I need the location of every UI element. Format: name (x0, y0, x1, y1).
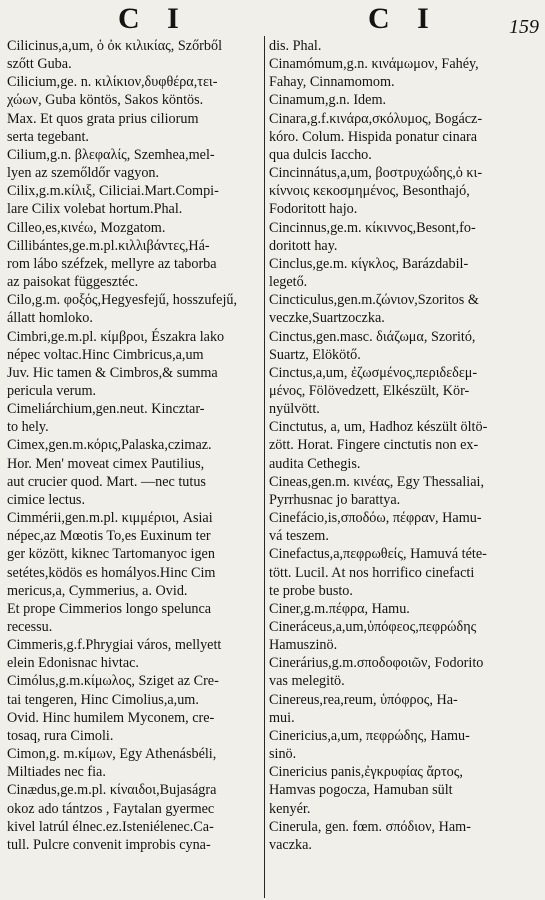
entry-line: Cinclus,ge.m. κίγκλος, Barázdabil- (269, 255, 469, 272)
dictionary-entry (269, 328, 537, 364)
entry-line: Hor. Men' moveat cimex Pautilius, (7, 455, 205, 472)
entry-line: Cincinnátus,a,um, βοστρυχώδης,ὁ κι- (269, 165, 483, 182)
entry-line: vas melegitö. (269, 673, 345, 690)
entry-line: Cilicinus,a,um, ὁ ὀκ κιλικίας, Szőrből (7, 38, 223, 54)
entry-line: Cillibántes,ge.m.pl.κιλλιβάντες,Há- (7, 237, 210, 254)
entry-line: tai tengeren, Hinc Cimolius,a,um. (7, 691, 199, 708)
entry-line: serta tegebant. (7, 128, 89, 145)
entry-line: tosaq, rura Cimoli. (7, 727, 114, 744)
entry-line: Cinamómum,g.n. κινάμωμον, Fahéy, (269, 56, 479, 73)
entry-line: tull. Pulcre convenit improbis cyna- (7, 836, 211, 853)
entry-line: qua dulcis Iaccho. (269, 146, 372, 163)
entry-line: Cinctutus, a, um, Hadhoz készült öltö- (269, 419, 488, 436)
entry-line: népec,az Mœotis To,es Euxinum ter (7, 528, 211, 545)
entry-line: állatt homloko. (7, 310, 93, 327)
entry-line: Juv. Hic tamen & Cimbros,& summa (7, 364, 218, 381)
entry-line: Cimbri,ge.m.pl. κίμβροι, Északra lako (7, 328, 225, 345)
entry-line: elein Edonisnac hivtac. (7, 655, 139, 672)
dictionary-entry (7, 237, 261, 291)
entry-line: Et prope Cimmerios longo spelunca (7, 600, 212, 617)
entry-line: aut crucier quod. Mart. —nec tutus (7, 473, 206, 490)
entry-line: Cincinnus,ge.m. κίκιννος,Besont,fo- (269, 219, 476, 236)
entry-line: Miltiades nec fia. (7, 764, 106, 781)
entry-line: Cinædus,ge.m.pl. κίναιδοι,Bujaságra (7, 782, 217, 799)
entry-line: Cimex,gen.m.κόρις,Palaska,czimaz. (7, 437, 212, 454)
entry-line: tött. Lucil. At nos horrifico cinefacti (269, 564, 475, 581)
entry-line: setétes,ködös es homályos.Hinc Cim (7, 564, 216, 581)
dictionary-entry (7, 509, 261, 636)
entry-line: Hamvas pogocza, Hamuban sült (269, 782, 453, 799)
entry-line: doritott hay. (269, 237, 338, 254)
dictionary-entry (269, 164, 537, 218)
dictionary-entry (7, 672, 261, 745)
dictionary-entry (269, 219, 537, 255)
dictionary-entry (269, 763, 537, 817)
entry-line: cimice lectus. (7, 491, 85, 508)
dictionary-entry (269, 818, 537, 854)
dictionary-entry (7, 219, 261, 237)
entry-line: népec voltac.Hinc Cimbricus,a,um (7, 346, 204, 363)
entry-line: Ciner,g.m.πέφρα, Hamu. (269, 600, 410, 617)
dictionary-entry (269, 37, 537, 55)
entry-line: Cinctus,gen.masc. διάζωμα, Szoritó, (269, 328, 476, 345)
dictionary-entry (7, 146, 261, 182)
dictionary-entry (269, 727, 537, 763)
entry-line: audita Cethegis. (269, 455, 361, 472)
dictionary-entry (269, 473, 537, 509)
entry-line: Cineas,gen.m. κινέας, Egy Thessaliai, (269, 473, 485, 490)
entry-line: mericus,a, Cymmerius, a. Ovid. (7, 582, 188, 599)
entry-line: Cineráceus,a,um,ὑπόφεος,πεφρώδης (269, 619, 477, 635)
entry-line: sinö. (269, 746, 297, 763)
page-header (0, 2, 545, 36)
entry-line: nyülvött. (269, 401, 320, 418)
entry-line: Fodoritott hajo. (269, 201, 358, 218)
header-left-letters: C I (118, 2, 189, 35)
column-divider (264, 36, 265, 898)
entry-line: Hamuszinö. (269, 637, 338, 654)
entry-line: veczke,Suartzoczka. (269, 310, 385, 327)
dictionary-entry (7, 328, 261, 401)
entry-line: Cilium,g.n. βλεφαλίς, Szemhea,mel- (7, 146, 215, 163)
entry-line: vá teszem. (269, 528, 329, 545)
dictionary-entry (7, 436, 261, 509)
dictionary-entry (7, 636, 261, 672)
entry-line: rom lábo széfzek, mellyre az taborba (7, 255, 217, 272)
entry-line: Max. Et quos grata prius ciliorum (7, 110, 199, 127)
entry-line: μένος, Fölövedzett, Elkészült, Kör- (269, 382, 470, 399)
entry-line: Cilo,g.m. φοξός,Hegyesfejű, hosszufejű, (7, 292, 238, 309)
entry-line: to hely. (7, 419, 49, 436)
entry-line: Cinefácio,is,σποδόω, πέφραν, Hamu- (269, 510, 482, 527)
entry-line: kivel latrúl élnec.ez.Isteniélenec.Ca- (7, 818, 214, 835)
dictionary-entry (269, 91, 537, 109)
entry-line: kóro. Colum. Hispida ponatur cinara (269, 128, 478, 145)
entry-line: Cimmérii,gen.m.pl. κιμμέριοι, Asiai (7, 510, 213, 527)
dictionary-entry (269, 545, 537, 599)
entry-line: Cinara,g.f.κινάρα,σκόλυμος, Bogácz- (269, 110, 483, 127)
entry-line: Cinefactus,a,πεφρωθείς, Hamuvá téte- (269, 546, 487, 563)
page-number: 159 (509, 16, 539, 38)
entry-line: Cinerula, gen. fœm. σπόδιον, Ham- (269, 818, 471, 835)
entry-line: mui. (269, 709, 295, 726)
entry-line: Cinereus,rea,reum, ὑπόφρος, Ha- (269, 691, 458, 708)
entry-line: zött. Horat. Fingere cinctutis non ex- (269, 437, 479, 454)
dictionary-entry (7, 400, 261, 436)
left-column (7, 37, 261, 895)
dictionary-entry (269, 600, 537, 618)
entry-line: Cinamum,g.n. Idem. (269, 92, 387, 109)
entry-line: Cimmeris,g.f.Phrygiai város, mellyett (7, 637, 222, 654)
entry-line: κίννοις κεκοσμημένος, Besonthajó, (269, 183, 470, 200)
entry-line: Cilleo,es,κινέω, Mozgatom. (7, 219, 166, 236)
entry-line: Cimólus,g.m.κίμωλος, Sziget az Cre- (7, 673, 219, 690)
entry-line: Cimeliárchium,gen.neut. Kincztar- (7, 401, 205, 418)
entry-line: Cinericius panis,ἐγκρυφίας ἄρτος, (269, 764, 463, 781)
entry-line: legető. (269, 274, 308, 291)
entry-line: lyen az szemőldőr vagyon. (7, 165, 160, 182)
entry-line: Cinctus,a,um, ἐζωσμένος,περιδεδεμ- (269, 364, 478, 381)
entry-line: lare Cilix volebat hortum.Phal. (7, 201, 183, 218)
entry-line: kenyér. (269, 800, 311, 817)
entry-line: χώων, Guba köntös, Sakos köntös. (7, 92, 204, 109)
entry-line: Fahay, Cinnamomom. (269, 74, 395, 91)
entry-line: vaczka. (269, 836, 312, 853)
entry-line: Cilicium,ge. n. κιλίκιον,δυφθέρα,τει- (7, 74, 218, 91)
dictionary-entry (7, 291, 261, 327)
dictionary-entry (269, 691, 537, 727)
dictionary-entry (269, 255, 537, 291)
entry-line: te probe busto. (269, 582, 353, 599)
dictionary-entry (269, 291, 537, 327)
dictionary-entry (7, 182, 261, 218)
dictionary-entry (269, 509, 537, 545)
entry-line: recessu. (7, 619, 53, 635)
dictionary-entry (7, 781, 261, 854)
entry-line: dis. Phal. (269, 38, 322, 54)
dictionary-entry (269, 654, 537, 690)
dictionary-entry (269, 364, 537, 418)
entry-line: ger között, kiknec Tartomanyoc igen (7, 546, 215, 563)
entry-line: szőtt Guba. (7, 56, 72, 73)
entry-line: Suartz, Elökötő. (269, 346, 361, 363)
dictionary-entry (7, 745, 261, 781)
dictionary-entry (269, 618, 537, 654)
entry-line: Cimon,g. m.κίμων, Egy Athenásbéli, (7, 746, 217, 763)
dictionary-entry (7, 37, 261, 73)
entry-line: Cincticulus,gen.m.ζώνιον,Szoritos & (269, 292, 479, 309)
entry-line: Cilix,g.m.κίλιξ, Ciliciai.Mart.Compi- (7, 183, 219, 200)
entry-line: pericula verum. (7, 382, 97, 399)
dictionary-entry (269, 110, 537, 164)
entry-line: az paisokat függesztéc. (7, 274, 139, 291)
dictionary-entry (269, 418, 537, 472)
dictionary-entry (269, 55, 537, 91)
entry-line: Cinerárius,g.m.σποδοφοιῶν, Fodorito (269, 655, 484, 672)
dictionary-entry (7, 73, 261, 146)
entry-line: Cinericius,a,um, πεφρώδης, Hamu- (269, 727, 470, 744)
header-right-letters: C I (368, 2, 439, 35)
entry-line: okoz ado tántzos , Faytalan gyermec (7, 800, 215, 817)
right-column (269, 37, 537, 895)
entry-line: Ovid. Hinc humilem Myconem, cre- (7, 709, 215, 726)
entry-line: Pyrrhusnac jo barattya. (269, 491, 401, 508)
